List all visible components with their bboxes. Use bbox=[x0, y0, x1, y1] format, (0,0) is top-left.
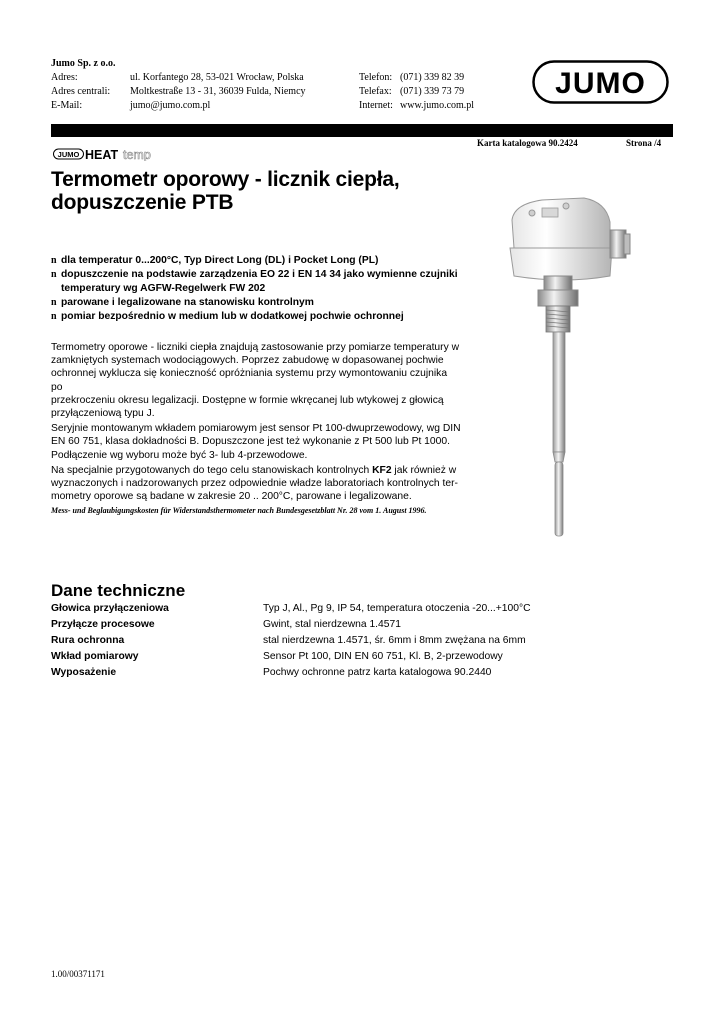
tech-label: Rura ochronna bbox=[51, 635, 125, 646]
hq-address-label: Adres centrali: bbox=[51, 86, 111, 97]
svg-text:HEAT: HEAT bbox=[85, 148, 119, 161]
tech-label: Wyposażenie bbox=[51, 667, 117, 678]
tech-value: Gwint, stal nierdzewna 1.4571 bbox=[263, 619, 401, 630]
feature-item: n pomiar bezpośrednio w medium lub w dodatkowej pochwie ochronnej bbox=[51, 311, 404, 322]
svg-text:JUMO: JUMO bbox=[57, 150, 80, 159]
thermometer-product-image bbox=[494, 190, 644, 540]
phone-label: Telefon: bbox=[359, 72, 393, 83]
page-title: Termometr oporowy - licznik ciepła, dopuszczenie PTB bbox=[51, 168, 400, 214]
bullet-marker: n bbox=[51, 311, 57, 322]
document-code: 1.00/00371171 bbox=[51, 969, 105, 979]
email-value[interactable]: jumo@jumo.com.pl bbox=[130, 100, 211, 111]
description-paragraph: Termometry oporowe - liczniki ciepła znajdują zastosowanie przy pomiarze temperatury w zamkniętych systemach wodociągowych. Poprzez zabudowę w dopasowanej pochwie ochronnej wyklucza się konieczność opróżniania systemu przy wymontowaniu czujnika po przekroczeniu okresu legalizacji. Dostępne w formie wkręcanej lub wtykowej z głowicą przyłączeniową typu J. bbox=[51, 342, 460, 420]
header-rule bbox=[51, 124, 673, 137]
tech-label: Głowica przyłączeniowa bbox=[51, 603, 169, 614]
website-value[interactable]: www.jumo.com.pl bbox=[400, 100, 475, 111]
feature-item: n dla temperatur 0...200°C, Typ Direct Long (DL) i Pocket Long (PL) bbox=[51, 255, 379, 266]
tech-heading: Dane techniczne bbox=[51, 581, 186, 600]
legal-note: Mess- und Beglaubigungskosten für Widerstandsthermometer nach Bundesgesetzblatt Nr. 28 vom 1. August 1996. bbox=[51, 506, 427, 516]
tech-value: Sensor Pt 100, DIN EN 60 751, Kl. B, 2-przewodowy bbox=[263, 651, 503, 662]
description-paragraph: Seryjnie montowanym wkładem pomiarowym jest sensor Pt 100-dwuprzewodowy, wg DIN EN 60 751, klasa dokładności B. Dopuszczone jest też wykonanie z Pt 500 lub Pt 1000. Podłączenie wg wyboru może być 3- lub 4-przewodowe. bbox=[51, 423, 461, 461]
internet-label: Internet: bbox=[359, 100, 393, 111]
tech-value: stal nierdzewna 1.4571, śr. 6mm i 8mm zwężana na 6mm bbox=[263, 635, 526, 646]
description-paragraph: Na specjalnie przygotowanych do tego celu stanowiskach kontrolnych KF2 jak również w wyznaczonych i nadzorowanych przez odpowiednie władze laboratoriach kontrolnych ter- mometry oporowe są badane w zakresie 20 .. 200°C, parowane i legalizowane. bbox=[51, 464, 458, 503]
email-label: E-Mail: bbox=[51, 100, 83, 111]
phone-value: (071) 339 82 39 bbox=[400, 72, 465, 83]
bullet-marker: n bbox=[51, 269, 57, 280]
svg-text:temp: temp bbox=[123, 148, 151, 161]
feature-list bbox=[51, 254, 471, 324]
catalog-ref: Karta katalogowa 90.2424 bbox=[477, 138, 578, 148]
fax-label: Telefax: bbox=[359, 86, 392, 97]
feature-item: n dopuszczenie na podstawie zarządzenia EO 22 i EN 14 34 jako wymienne czujniki temperatury wg AGFW-Regelwerk FW 202 bbox=[51, 269, 458, 294]
description bbox=[51, 341, 461, 516]
company-name: Jumo Sp. z o.o. bbox=[51, 58, 116, 69]
logo-text: JUMO bbox=[555, 67, 646, 100]
jumo-heattemp-logo bbox=[53, 147, 163, 161]
bullet-marker: n bbox=[51, 297, 57, 308]
tech-value: Typ J, Al., Pg 9, IP 54, temperatura otoczenia -20...+100°C bbox=[263, 603, 531, 614]
tech-label: Przyłącze procesowe bbox=[51, 619, 155, 630]
bullet-marker: n bbox=[51, 255, 57, 266]
address-label: Adres: bbox=[51, 72, 78, 83]
feature-item: n parowane i legalizowane na stanowisku kontrolnym bbox=[51, 297, 314, 308]
address-value: ul. Korfantego 28, 53-021 Wrocław, Polska bbox=[130, 72, 304, 83]
tech-value: Pochwy ochronne patrz karta katalogowa 90.2440 bbox=[263, 667, 492, 678]
tech-label: Wkład pomiarowy bbox=[51, 651, 139, 662]
fax-value: (071) 339 73 79 bbox=[400, 86, 465, 97]
jumo-logo bbox=[532, 60, 669, 104]
page-ref: Strona /4 bbox=[626, 138, 662, 148]
hq-address-value: Moltkestraße 13 - 31, 36039 Fulda, Niemcy bbox=[130, 86, 306, 97]
